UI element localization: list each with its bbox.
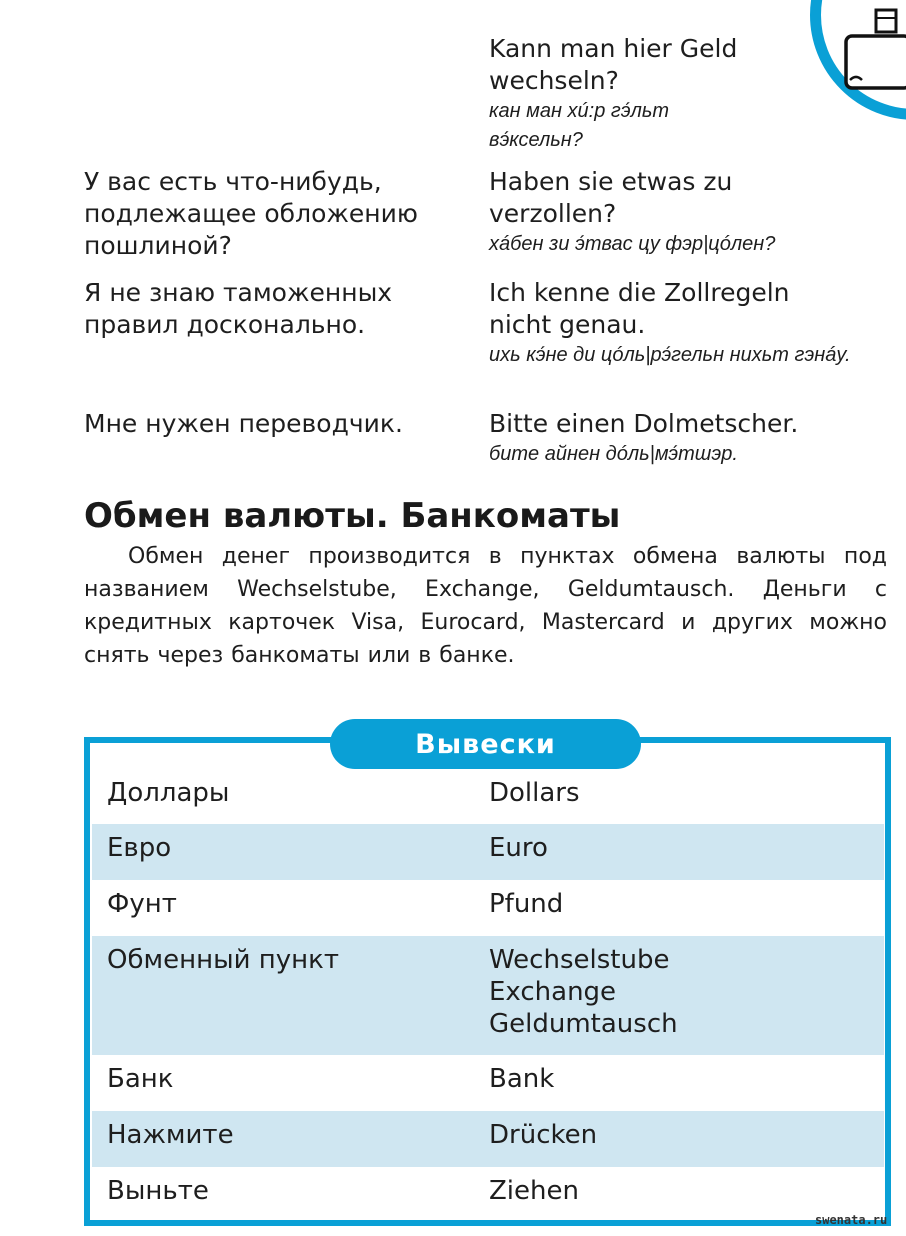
phrase-de: Kann man hier Geld wechseln? xyxy=(489,34,738,95)
sign-ru: Выньте xyxy=(107,1176,209,1206)
sign-ru: Доллары xyxy=(107,778,230,808)
sign-de: Bank xyxy=(489,1064,555,1094)
signs-table xyxy=(92,769,884,1218)
phrase-de-block xyxy=(489,166,889,259)
sign-ru: Банк xyxy=(107,1064,174,1094)
phrase-ru: Мне нужен переводчик. xyxy=(84,409,403,438)
sign-ru: Обменный пункт xyxy=(107,945,340,975)
sign-ru: Нажмите xyxy=(107,1120,234,1150)
phrase-de: Ich kenne die Zollregeln nicht genau. xyxy=(489,278,790,339)
sign-de: Wechselstube Exchange Geldumtausch xyxy=(489,945,678,1039)
phrase-pronunciation: бите айнен дóль|мэ́тшэр. xyxy=(489,443,738,465)
phrase-pronunciation: ихь кэ́не ди цóль|рэ́гельн нихьт гэнáу. xyxy=(489,344,851,366)
sign-de: Drücken xyxy=(489,1120,598,1150)
phrase-ru: У вас есть что-нибудь, подлежащее обложению пошлиной? xyxy=(84,167,418,260)
watermark: swenata.ru xyxy=(815,1213,888,1227)
table-row xyxy=(92,1111,884,1167)
sign-de: Pfund xyxy=(489,889,564,919)
signs-title: Вывески xyxy=(330,719,641,769)
sign-de: Dollars xyxy=(489,778,580,808)
table-row xyxy=(92,769,884,824)
phrase-ru: Я не знаю таможенных правил досконально. xyxy=(84,278,393,339)
table-row xyxy=(92,880,884,936)
sign-ru: Фунт xyxy=(107,889,177,919)
sign-ru: Евро xyxy=(107,833,172,863)
sign-de: Ziehen xyxy=(489,1176,579,1206)
phrase-de: Haben sie etwas zu verzollen? xyxy=(489,167,733,228)
table-row xyxy=(92,1055,884,1111)
table-row xyxy=(92,1167,884,1218)
phrase-de: Bitte einen Dolmetscher. xyxy=(489,409,799,438)
section-title: Обмен валюты. Банкоматы xyxy=(84,496,621,536)
table-row xyxy=(92,936,884,1055)
phrase-pronunciation: хáбен зи э́твас цу фэр|цóлен? xyxy=(489,233,776,255)
phrase-de-block xyxy=(489,408,889,469)
phrase-de-block xyxy=(489,33,889,155)
phrase-pronunciation: кан ман хú:р гэ́льт вэ́ксельн? xyxy=(489,100,670,151)
section-body: Обмен денег производится в пунктах обмена валюты под названием Wechselstube, Exchange, Geldumtausch. Деньги с кредитных карточек Visa, Eurocard, Mastercard и других можно снять через банкоматы или в банке. xyxy=(84,544,887,668)
sign-de: Euro xyxy=(489,833,548,863)
table-row xyxy=(92,824,884,880)
phrase-de-block xyxy=(489,277,889,370)
